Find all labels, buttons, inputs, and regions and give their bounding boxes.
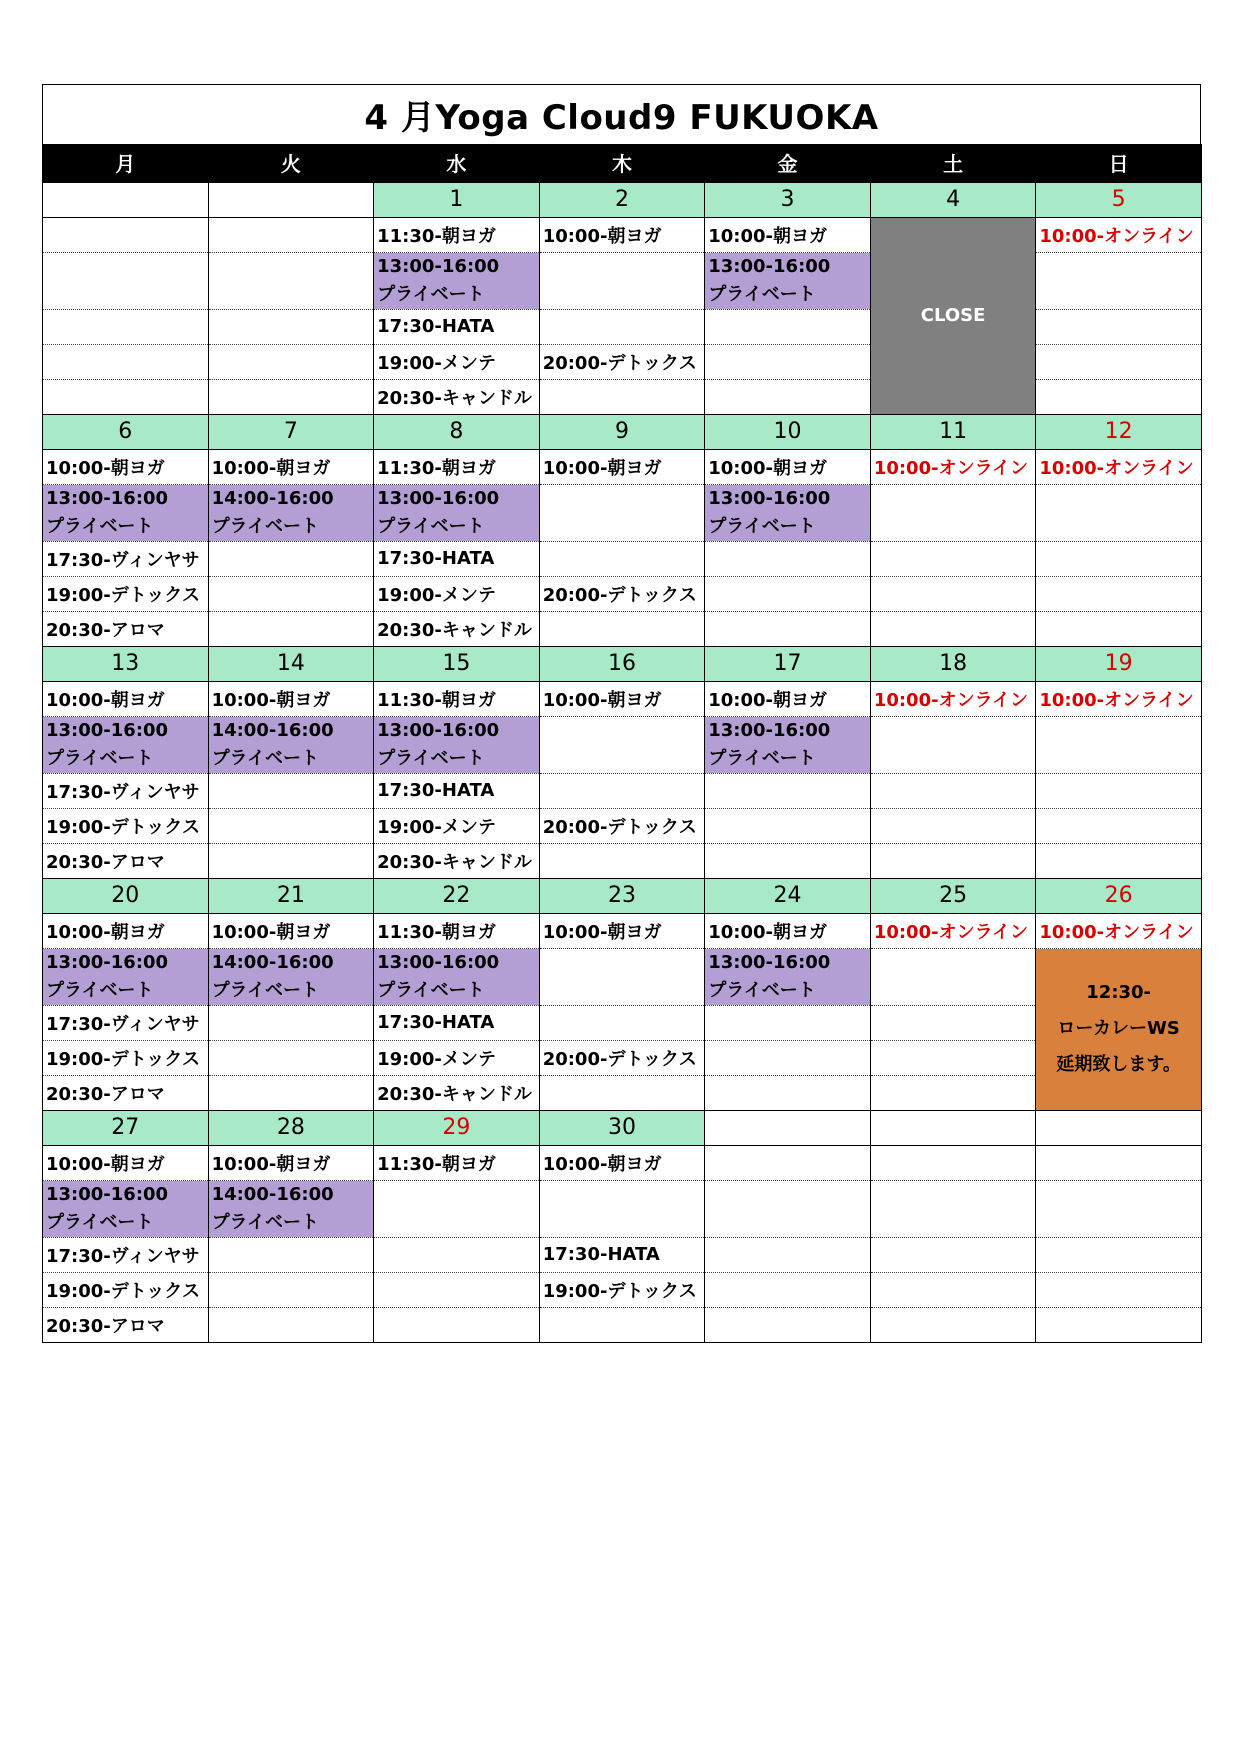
private-session-line: 13:00-16:00	[377, 719, 500, 741]
class-slot	[208, 309, 374, 344]
class-slot	[1036, 576, 1202, 611]
class-slot: 10:00-朝ヨガ	[705, 217, 871, 252]
private-session	[43, 948, 209, 1005]
date-cell	[705, 1110, 871, 1145]
date-cell: 26	[1036, 878, 1202, 913]
slot-row	[43, 541, 1202, 576]
class-slot	[870, 1180, 1036, 1237]
class-slot	[1036, 611, 1202, 646]
private-session-line: プライベート	[211, 515, 320, 537]
private-session	[208, 948, 374, 1005]
class-slot	[1036, 344, 1202, 379]
private-session-line: プライベート	[708, 283, 816, 305]
class-slot: 19:00-メンテ	[374, 576, 540, 611]
date-cell: 21	[208, 878, 374, 913]
class-slot	[1036, 541, 1202, 576]
weekday-header: 火	[208, 144, 374, 182]
class-slot	[1036, 379, 1202, 414]
class-slot	[705, 1005, 871, 1040]
date-cell: 27	[43, 1110, 209, 1145]
private-session	[208, 1180, 374, 1237]
class-slot: 20:30-アロマ	[43, 843, 209, 878]
class-slot: 11:30-朝ヨガ	[374, 217, 540, 252]
class-slot	[1036, 309, 1202, 344]
private-session	[374, 484, 540, 541]
date-cell: 29	[374, 1110, 540, 1145]
private-session-line: 13:00-16:00	[46, 487, 169, 509]
class-slot	[208, 611, 374, 646]
class-slot: 17:30-HATA	[374, 1005, 540, 1040]
class-slot	[208, 1272, 374, 1307]
private-session-line: 13:00-16:00	[377, 487, 500, 509]
private-session-line: プライベート	[377, 979, 485, 1001]
slot-row	[43, 1272, 1202, 1307]
class-slot	[1036, 252, 1202, 309]
private-session	[208, 484, 374, 541]
class-slot	[43, 379, 209, 414]
private-session	[705, 948, 871, 1005]
class-slot	[208, 379, 374, 414]
class-slot	[208, 1005, 374, 1040]
weekday-header: 日	[1036, 144, 1202, 182]
private-session	[43, 484, 209, 541]
class-slot	[374, 1237, 540, 1272]
class-slot	[870, 948, 1036, 1005]
schedule-sheet	[42, 84, 1201, 1343]
class-slot: 10:00-朝ヨガ	[539, 681, 705, 716]
private-session-line: 13:00-16:00	[708, 719, 831, 741]
class-slot: 20:30-アロマ	[43, 1075, 209, 1110]
class-slot	[539, 1005, 705, 1040]
class-slot	[539, 252, 705, 309]
class-slot: 10:00-朝ヨガ	[43, 449, 209, 484]
private-session	[43, 716, 209, 773]
class-slot	[539, 379, 705, 414]
class-slot	[208, 576, 374, 611]
private-session-line: 13:00-16:00	[46, 719, 169, 741]
slot-row	[43, 808, 1202, 843]
private-session-line: プライベート	[211, 747, 320, 769]
date-cell: 4	[870, 182, 1036, 217]
class-slot: 20:00-デトックス	[539, 808, 705, 843]
slot-row	[43, 1237, 1202, 1272]
class-slot: 17:30-ヴィンヤサ	[43, 773, 209, 808]
private-session	[208, 716, 374, 773]
class-slot	[705, 1145, 871, 1180]
class-slot	[208, 1075, 374, 1110]
event-notice-line: 12:30-	[1086, 982, 1152, 1003]
weekday-header: 月	[43, 144, 209, 182]
class-slot	[374, 1307, 540, 1342]
class-slot: 11:30-朝ヨガ	[374, 1145, 540, 1180]
event-notice-line: 延期致します。	[1056, 1054, 1181, 1075]
date-row	[43, 1110, 1202, 1145]
class-slot	[1036, 1237, 1202, 1272]
private-session-line: プライベート	[377, 515, 485, 537]
class-slot	[1036, 808, 1202, 843]
class-slot: 19:00-デトックス	[43, 1272, 209, 1307]
page-title: 4 月Yoga Cloud9 FUKUOKA	[42, 84, 1201, 144]
calendar-body	[43, 144, 1202, 1342]
class-slot	[43, 217, 209, 252]
class-slot	[208, 1237, 374, 1272]
date-row	[43, 878, 1202, 913]
class-slot	[539, 541, 705, 576]
class-slot: 10:00-朝ヨガ	[705, 681, 871, 716]
class-slot	[539, 716, 705, 773]
class-slot	[539, 1307, 705, 1342]
private-session-line: 13:00-16:00	[46, 1183, 169, 1205]
private-session-line: 14:00-16:00	[211, 1183, 334, 1205]
class-slot: 11:30-朝ヨガ	[374, 449, 540, 484]
date-cell: 28	[208, 1110, 374, 1145]
class-slot: 19:00-メンテ	[374, 344, 540, 379]
private-session-line: プライベート	[708, 979, 816, 1001]
private-session-line: 13:00-16:00	[708, 487, 831, 509]
class-slot: 19:00-メンテ	[374, 1040, 540, 1075]
slot-row	[43, 773, 1202, 808]
private-session-line: 13:00-16:00	[708, 951, 831, 973]
class-slot: 10:00-朝ヨガ	[705, 449, 871, 484]
date-cell: 8	[374, 414, 540, 449]
date-cell: 22	[374, 878, 540, 913]
class-slot	[705, 344, 871, 379]
class-slot: 20:30-アロマ	[43, 611, 209, 646]
private-session-line: プライベート	[46, 979, 154, 1001]
slot-row	[43, 913, 1202, 948]
class-slot	[870, 484, 1036, 541]
event-notice-line: ローカレーWS	[1057, 1018, 1180, 1039]
class-slot	[705, 309, 871, 344]
slot-row	[43, 1075, 1202, 1110]
weekday-header: 金	[705, 144, 871, 182]
date-cell: 13	[43, 646, 209, 681]
slot-row	[43, 449, 1202, 484]
date-cell: 23	[539, 878, 705, 913]
class-slot	[870, 1075, 1036, 1110]
class-slot	[705, 773, 871, 808]
class-slot: 19:00-デトックス	[43, 576, 209, 611]
class-slot: 10:00-朝ヨガ	[539, 1145, 705, 1180]
date-cell: 24	[705, 878, 871, 913]
class-slot	[1036, 1180, 1202, 1237]
class-slot	[870, 1237, 1036, 1272]
date-cell: 18	[870, 646, 1036, 681]
class-slot	[208, 217, 374, 252]
class-slot	[208, 843, 374, 878]
class-slot	[539, 611, 705, 646]
date-cell: 30	[539, 1110, 705, 1145]
date-cell: 5	[1036, 182, 1202, 217]
class-slot: 10:00-朝ヨガ	[539, 449, 705, 484]
private-session-line: 14:00-16:00	[211, 951, 334, 973]
class-slot	[705, 1237, 871, 1272]
date-cell: 7	[208, 414, 374, 449]
class-slot: 10:00-オンライン	[1036, 449, 1202, 484]
slot-row	[43, 576, 1202, 611]
class-slot	[705, 576, 871, 611]
class-slot: 10:00-朝ヨガ	[208, 681, 374, 716]
class-slot: 10:00-朝ヨガ	[43, 913, 209, 948]
class-slot	[705, 808, 871, 843]
private-session-line: プライベート	[46, 1211, 154, 1233]
class-slot	[539, 1075, 705, 1110]
class-slot	[1036, 1307, 1202, 1342]
class-slot	[1036, 716, 1202, 773]
class-slot	[870, 716, 1036, 773]
class-slot	[705, 1272, 871, 1307]
event-notice	[1036, 948, 1202, 1110]
private-session	[705, 716, 871, 773]
class-slot	[705, 1075, 871, 1110]
slot-row	[43, 843, 1202, 878]
class-slot	[705, 843, 871, 878]
private-session-line: プライベート	[46, 515, 154, 537]
class-slot	[539, 309, 705, 344]
class-slot	[870, 1272, 1036, 1307]
class-slot: 11:30-朝ヨガ	[374, 913, 540, 948]
private-session	[43, 1180, 209, 1237]
class-slot	[208, 344, 374, 379]
class-slot	[208, 1040, 374, 1075]
slot-row	[43, 1005, 1202, 1040]
class-slot: 10:00-朝ヨガ	[539, 913, 705, 948]
private-session	[374, 948, 540, 1005]
date-cell: 10	[705, 414, 871, 449]
date-cell: 16	[539, 646, 705, 681]
class-slot: 10:00-朝ヨガ	[43, 1145, 209, 1180]
closed-block: CLOSE	[870, 217, 1036, 414]
class-slot: 17:30-ヴィンヤサ	[43, 541, 209, 576]
date-cell: 25	[870, 878, 1036, 913]
class-slot: 10:00-朝ヨガ	[208, 1145, 374, 1180]
calendar-table	[42, 144, 1202, 1343]
private-session-line: プライベート	[377, 283, 485, 305]
private-session-line: プライベート	[211, 1211, 320, 1233]
private-session-line: 13:00-16:00	[377, 255, 500, 277]
class-slot: 19:00-デトックス	[43, 1040, 209, 1075]
class-slot: 20:30-キャンドル	[374, 379, 540, 414]
slot-row	[43, 948, 1202, 1005]
class-slot: 10:00-オンライン	[870, 449, 1036, 484]
class-slot	[208, 252, 374, 309]
class-slot: 10:00-朝ヨガ	[539, 217, 705, 252]
private-session-line: 14:00-16:00	[211, 487, 334, 509]
date-cell: 12	[1036, 414, 1202, 449]
date-cell: 15	[374, 646, 540, 681]
private-session-line: 13:00-16:00	[46, 951, 169, 973]
date-cell	[1036, 1110, 1202, 1145]
slot-row	[43, 681, 1202, 716]
class-slot	[870, 773, 1036, 808]
private-session	[705, 252, 871, 309]
class-slot	[870, 843, 1036, 878]
date-cell: 11	[870, 414, 1036, 449]
class-slot	[870, 1145, 1036, 1180]
private-session-line: 13:00-16:00	[708, 255, 831, 277]
class-slot: 17:30-HATA	[374, 541, 540, 576]
class-slot: 20:30-キャンドル	[374, 1075, 540, 1110]
private-session	[705, 484, 871, 541]
slot-row	[43, 1145, 1202, 1180]
class-slot	[870, 541, 1036, 576]
class-slot: 17:30-HATA	[374, 773, 540, 808]
class-slot: 20:00-デトックス	[539, 576, 705, 611]
class-slot	[208, 808, 374, 843]
class-slot	[208, 1307, 374, 1342]
class-slot	[705, 1180, 871, 1237]
weekday-header: 水	[374, 144, 540, 182]
weekday-header-row	[43, 144, 1202, 182]
class-slot: 11:30-朝ヨガ	[374, 681, 540, 716]
private-session-line: プライベート	[708, 747, 816, 769]
class-slot	[870, 1307, 1036, 1342]
date-cell: 9	[539, 414, 705, 449]
class-slot: 19:00-メンテ	[374, 808, 540, 843]
private-session	[374, 252, 540, 309]
class-slot	[539, 1180, 705, 1237]
slot-row	[43, 716, 1202, 773]
class-slot: 10:00-オンライン	[1036, 681, 1202, 716]
class-slot	[208, 541, 374, 576]
date-cell: 19	[1036, 646, 1202, 681]
class-slot	[1036, 484, 1202, 541]
class-slot	[705, 1307, 871, 1342]
date-row	[43, 414, 1202, 449]
class-slot	[539, 948, 705, 1005]
private-session-line: プライベート	[211, 979, 320, 1001]
private-session-line: 14:00-16:00	[211, 719, 334, 741]
date-cell: 20	[43, 878, 209, 913]
class-slot	[870, 576, 1036, 611]
class-slot: 20:30-アロマ	[43, 1307, 209, 1342]
class-slot	[374, 1180, 540, 1237]
class-slot: 10:00-朝ヨガ	[43, 681, 209, 716]
class-slot: 20:00-デトックス	[539, 344, 705, 379]
private-session-line: プライベート	[377, 747, 485, 769]
private-session-line: プライベート	[708, 515, 816, 537]
date-cell	[208, 182, 374, 217]
date-row	[43, 646, 1202, 681]
class-slot: 10:00-オンライン	[1036, 217, 1202, 252]
date-cell: 14	[208, 646, 374, 681]
class-slot	[1036, 773, 1202, 808]
private-session	[374, 716, 540, 773]
class-slot: 10:00-朝ヨガ	[705, 913, 871, 948]
weekday-header: 木	[539, 144, 705, 182]
class-slot: 10:00-オンライン	[870, 681, 1036, 716]
class-slot	[870, 1005, 1036, 1040]
class-slot: 10:00-オンライン	[1036, 913, 1202, 948]
class-slot	[705, 1040, 871, 1075]
date-cell	[870, 1110, 1036, 1145]
class-slot	[705, 541, 871, 576]
slot-row	[43, 1307, 1202, 1342]
class-slot	[539, 484, 705, 541]
class-slot: 19:00-デトックス	[43, 808, 209, 843]
class-slot	[43, 309, 209, 344]
class-slot: 17:30-ヴィンヤサ	[43, 1237, 209, 1272]
date-cell: 3	[705, 182, 871, 217]
slot-row	[43, 611, 1202, 646]
class-slot: 20:00-デトックス	[539, 1040, 705, 1075]
private-session-line: プライベート	[46, 747, 154, 769]
class-slot	[374, 1272, 540, 1307]
class-slot: 20:30-キャンドル	[374, 843, 540, 878]
class-slot: 10:00-朝ヨガ	[208, 913, 374, 948]
class-slot	[539, 773, 705, 808]
class-slot	[705, 611, 871, 646]
slot-row	[43, 484, 1202, 541]
class-slot	[1036, 1145, 1202, 1180]
date-cell: 17	[705, 646, 871, 681]
date-cell: 6	[43, 414, 209, 449]
class-slot: 17:30-ヴィンヤサ	[43, 1005, 209, 1040]
class-slot	[43, 252, 209, 309]
date-cell: 2	[539, 182, 705, 217]
class-slot	[43, 344, 209, 379]
class-slot: 17:30-HATA	[539, 1237, 705, 1272]
date-cell	[43, 182, 209, 217]
slot-row	[43, 1180, 1202, 1237]
class-slot: 10:00-朝ヨガ	[208, 449, 374, 484]
class-slot	[870, 808, 1036, 843]
weekday-header: 土	[870, 144, 1036, 182]
date-row	[43, 182, 1202, 217]
slot-row	[43, 1040, 1202, 1075]
class-slot: 17:30-HATA	[374, 309, 540, 344]
slot-row	[43, 217, 1202, 252]
class-slot: 10:00-オンライン	[870, 913, 1036, 948]
class-slot	[870, 1040, 1036, 1075]
class-slot: 19:00-デトックス	[539, 1272, 705, 1307]
class-slot	[870, 611, 1036, 646]
class-slot	[208, 773, 374, 808]
date-cell: 1	[374, 182, 540, 217]
class-slot	[539, 843, 705, 878]
class-slot	[1036, 1272, 1202, 1307]
class-slot: 20:30-キャンドル	[374, 611, 540, 646]
class-slot	[705, 379, 871, 414]
class-slot	[1036, 843, 1202, 878]
private-session-line: 13:00-16:00	[377, 951, 500, 973]
